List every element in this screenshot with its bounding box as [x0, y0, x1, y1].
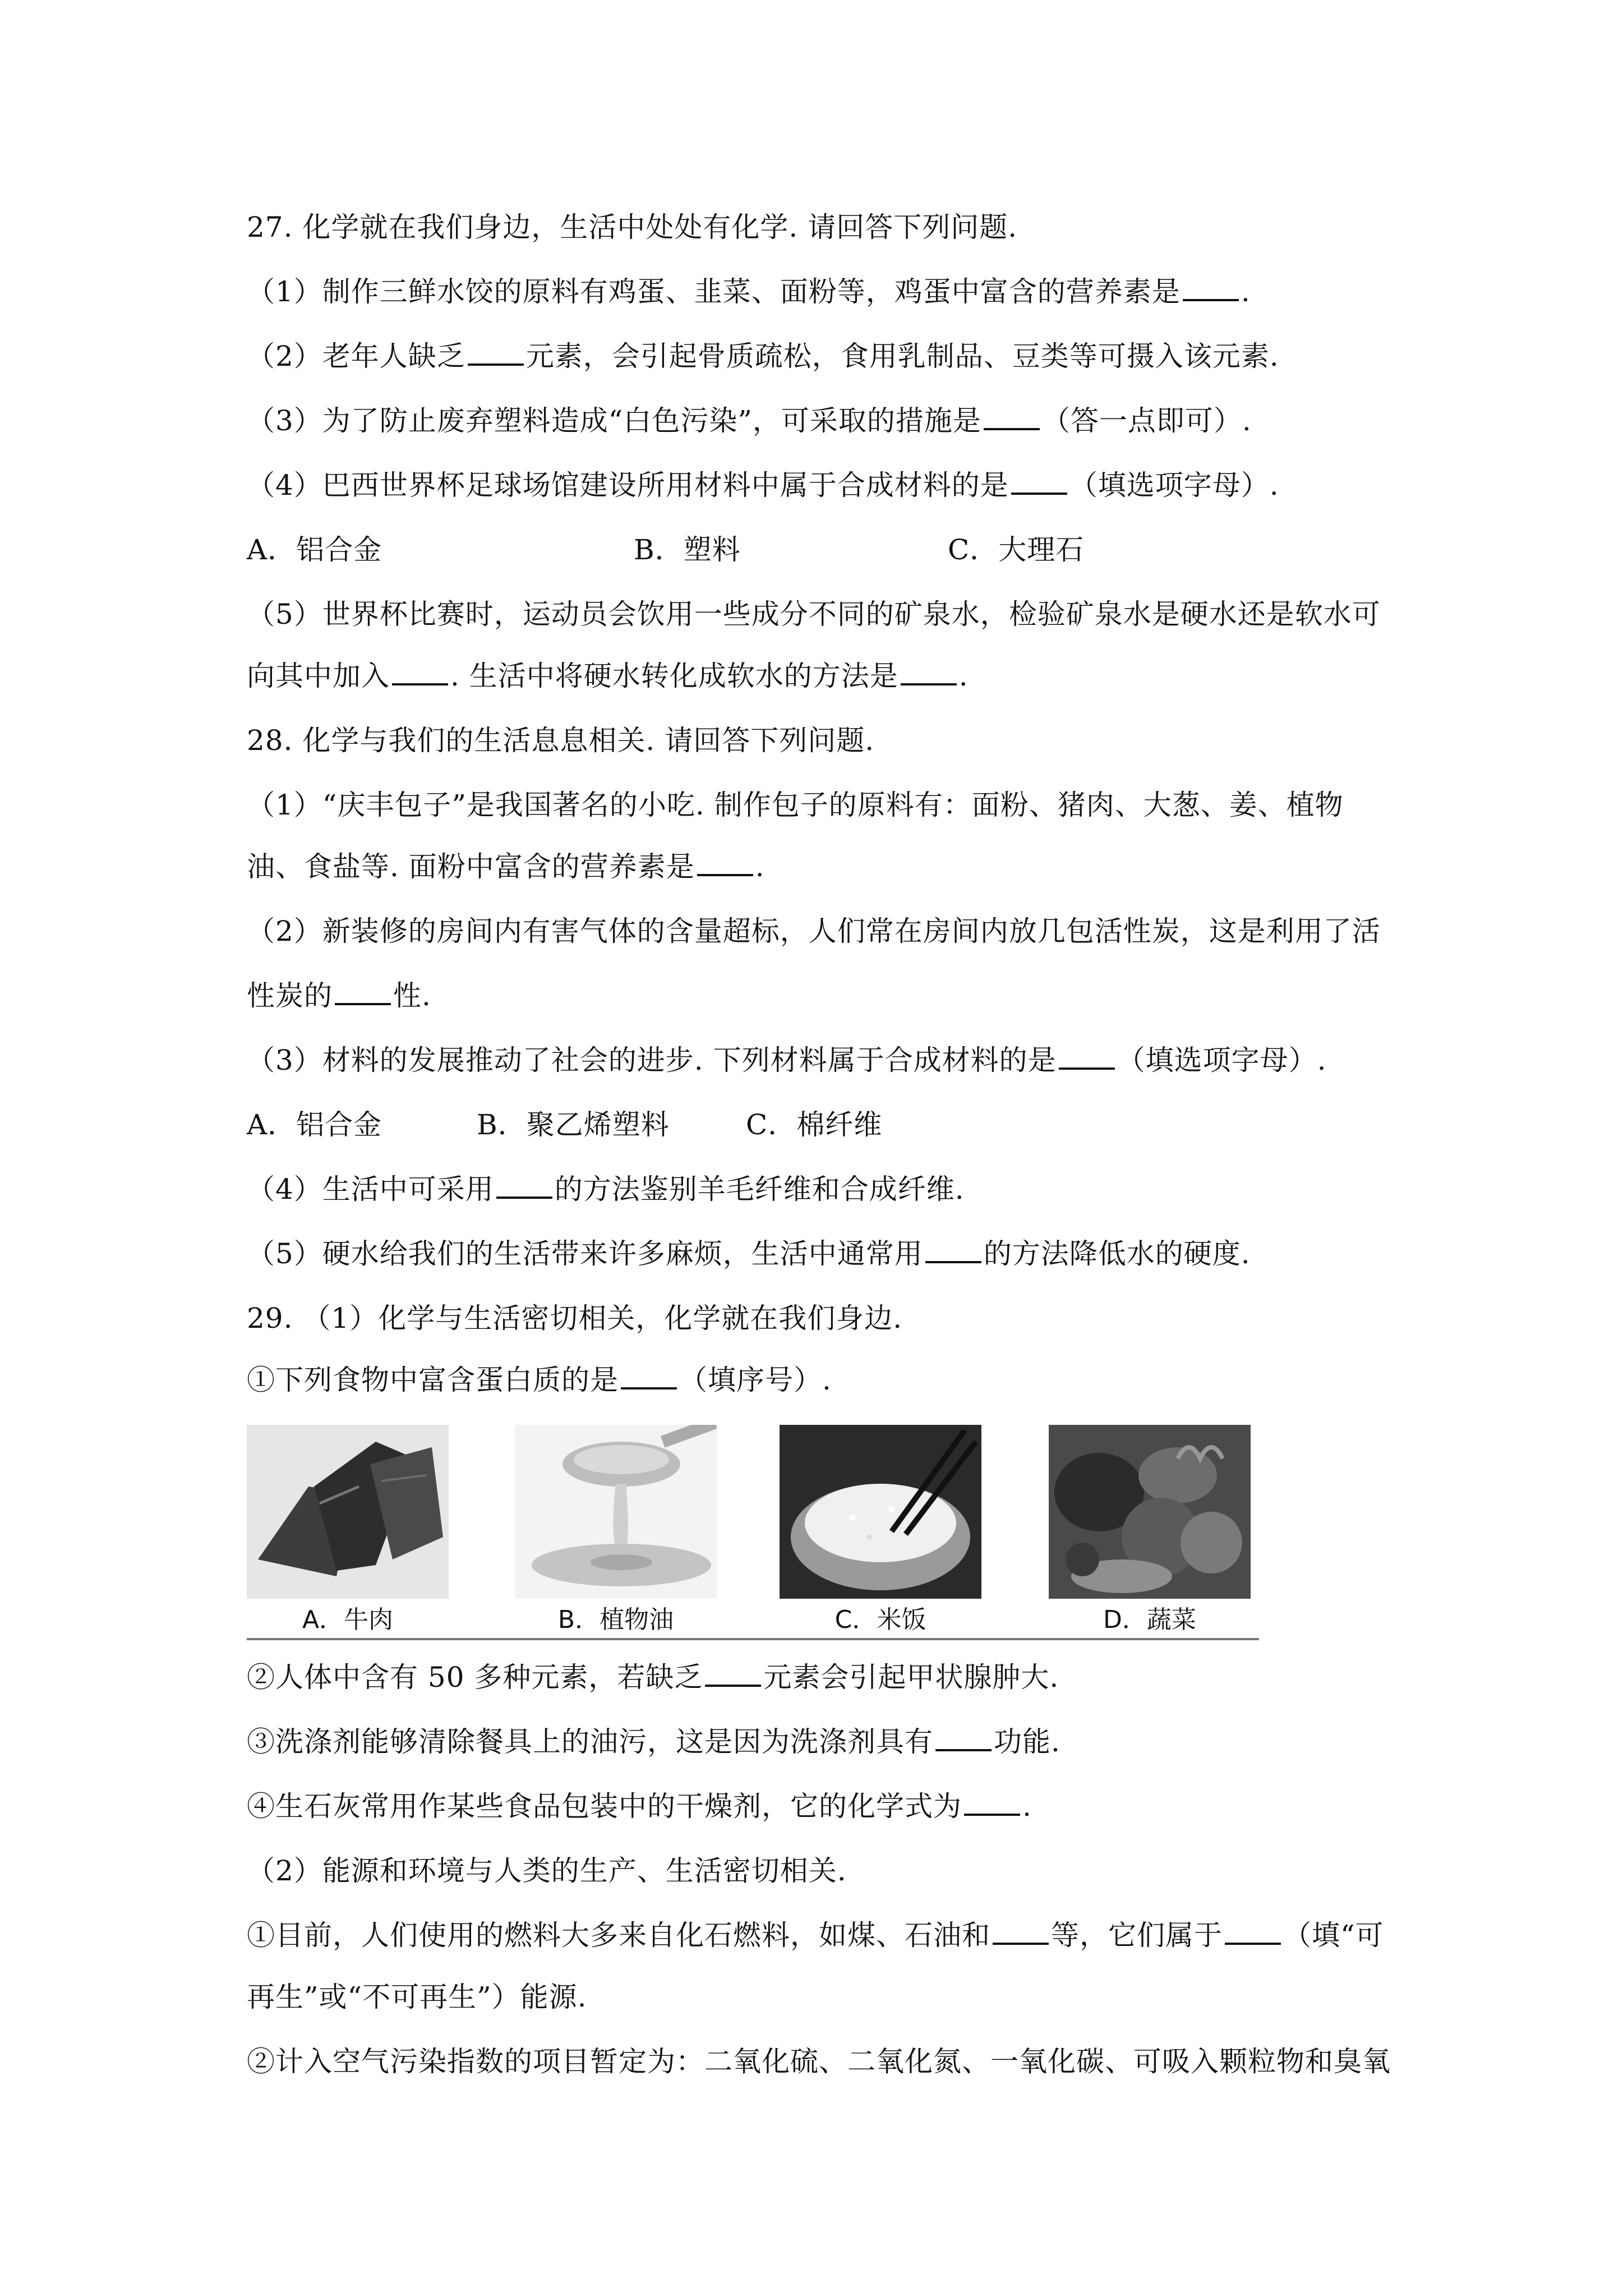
option-c[interactable]: C．大理石 [948, 533, 1085, 566]
q29-sub2-end: 元素会引起甲状腺肿大. [763, 1661, 1059, 1694]
answer-blank[interactable] [984, 403, 1040, 430]
food-caption: C．米饭 [834, 1605, 926, 1634]
food-image-strip [247, 1425, 1259, 1641]
q28-part1-line1: （1）“庆丰包子”是我国著名的小吃. 制作包子的原料有：面粉、猪肉、大葱、姜、植物 [247, 789, 1344, 821]
q27-part2-text: （2）老年人缺乏 [247, 340, 465, 372]
answer-blank[interactable] [496, 1172, 552, 1199]
q29-sub4-text: ④生石灰常用作某些食品包装中的干燥剂，它的化学式为 [247, 1790, 962, 1823]
q28-part4 [247, 1170, 965, 1209]
q28-part2-text: 性炭的 [247, 979, 333, 1012]
q29-part2-sub1 [247, 1916, 1384, 1955]
q27-part5-mid: . 生活中将硬水转化成软水的方法是 [450, 660, 898, 692]
q28-part5-text: （5）硬水给我们的生活带来许多麻烦，生活中通常用 [247, 1237, 923, 1270]
food-vegetables[interactable] [1049, 1425, 1251, 1641]
q27-part5-end: . [958, 660, 969, 692]
option-a[interactable]: A．铝合金 [247, 1108, 382, 1141]
q28-part2-line1: （2）新装修的房间内有害气体的含量超标，人们常在房间内放几包活性炭，这是利用了活 [247, 915, 1381, 947]
answer-blank[interactable] [964, 1789, 1020, 1816]
q29-part2: （2）能源和环境与人类的生产、生活密切相关. [247, 1855, 847, 1887]
q29-sub2-text: ②人体中含有 50 多种元素，若缺乏 [247, 1661, 703, 1694]
q28-part1-text: 油、食盐等. 面粉中富含的营养素是 [247, 850, 695, 883]
q27-part1-end: . [1241, 275, 1251, 308]
q28-part3 [247, 1041, 1327, 1080]
answer-blank[interactable] [1011, 468, 1067, 495]
answer-blank[interactable] [993, 1918, 1049, 1945]
q29-part2-sub1-mid: 等，它们属于 [1051, 1919, 1223, 1952]
beef-image [247, 1425, 449, 1599]
q28-part1-line2 [247, 847, 765, 886]
q28-part3-end: （填选项字母）. [1117, 1044, 1327, 1076]
q27-part1 [247, 272, 1251, 311]
q29-part2-sub1-line2: 再生”或“不可再生”）能源. [247, 1981, 587, 2013]
q29-sub1-end: （填序号）. [679, 1364, 832, 1396]
option-a[interactable]: A．铝合金 [247, 533, 382, 566]
q27-part2 [247, 337, 1279, 376]
q28-part2-line2 [247, 976, 431, 1015]
q29-sub3 [247, 1722, 1061, 1761]
q28-part5-end: 的方法降低水的硬度. [983, 1237, 1251, 1270]
food-beef[interactable] [247, 1425, 449, 1641]
answer-blank[interactable] [621, 1363, 677, 1389]
answer-blank[interactable] [1225, 1918, 1281, 1945]
q29-sub4-end: . [1022, 1790, 1032, 1823]
q29-sub4 [247, 1787, 1032, 1826]
q27-part3 [247, 401, 1252, 440]
rice-image [780, 1425, 981, 1599]
answer-blank[interactable] [901, 659, 957, 685]
q29-sub1 [247, 1360, 832, 1400]
q27-options [247, 530, 1084, 569]
q29-sub2 [247, 1658, 1059, 1697]
q27-part3-text: （3）为了防止废弃塑料造成“白色污染”，可采取的措施是 [247, 404, 981, 437]
q28-part5 [247, 1234, 1251, 1273]
q29-sub3-text: ③洗涤剂能够清除餐具上的油污，这是因为洗涤剂具有 [247, 1726, 933, 1758]
option-b[interactable]: B．聚乙烯塑料 [477, 1108, 670, 1141]
q29-stem: 29. （1）化学与生活密切相关，化学就在我们身边. [247, 1302, 903, 1335]
q28-stem: 28. 化学与我们的生活息息相关. 请回答下列问题. [247, 724, 875, 757]
q28-part3-text: （3）材料的发展推动了社会的进步. 下列材料属于合成材料的是 [247, 1044, 1057, 1076]
q27-part3-end: （答一点即可）. [1041, 404, 1252, 437]
q28-options [247, 1105, 882, 1144]
q29-sub3-end: 功能. [994, 1726, 1061, 1758]
answer-blank[interactable] [935, 1724, 992, 1751]
food-caption: A．牛肉 [302, 1605, 394, 1634]
q27-stem: 27. 化学就在我们身边，生活中处处有化学. 请回答下列问题. [247, 211, 1018, 243]
vegetables-image [1049, 1425, 1251, 1599]
food-caption: D．蔬菜 [1103, 1605, 1196, 1634]
q27-part5-text: 向其中加入 [247, 660, 390, 692]
q27-part4-text: （4）巴西世界杯足球场馆建设所用材料中属于合成材料的是 [247, 469, 1009, 501]
answer-blank[interactable] [925, 1236, 981, 1263]
answer-blank[interactable] [705, 1660, 761, 1687]
food-rice[interactable] [780, 1425, 981, 1641]
food-caption: B．植物油 [557, 1605, 674, 1634]
q27-part2-end: 元素，会引起骨质疏松，食用乳制品、豆类等可摄入该元素. [525, 340, 1279, 372]
q29-part2-sub2: ②计入空气污染指数的项目暂定为：二氧化硫、二氧化氮、一氧化碳、可吸入颗粒物和臭氧 [247, 2045, 1391, 2078]
answer-blank[interactable] [1183, 274, 1239, 301]
q27-part4-end: （填选项字母）. [1069, 469, 1279, 501]
answer-blank[interactable] [1059, 1043, 1115, 1070]
answer-blank[interactable] [335, 978, 391, 1005]
q28-part4-text: （4）生活中可采用 [247, 1173, 494, 1205]
oil-image [515, 1425, 717, 1599]
q27-part5-line1: （5）世界杯比赛时，运动员会饮用一些成分不同的矿泉水，检验矿泉水是硬水还是软水可 [247, 598, 1381, 631]
q27-part5-line2 [247, 656, 969, 696]
option-c[interactable]: C．棉纤维 [746, 1108, 883, 1141]
answer-blank[interactable] [392, 659, 448, 685]
image-strip-divider [247, 1638, 1259, 1640]
food-vegetable-oil[interactable] [515, 1425, 717, 1641]
q28-part2-end: 性. [393, 979, 431, 1012]
q29-sub1-text: ①下列食物中富含蛋白质的是 [247, 1364, 619, 1396]
answer-blank[interactable] [468, 339, 524, 366]
q29-part2-sub1-text: ①目前，人们使用的燃料大多来自化石燃料，如煤、石油和 [247, 1919, 990, 1952]
q28-part1-end: . [755, 850, 765, 883]
q27-part4 [247, 466, 1279, 505]
answer-blank[interactable] [697, 849, 753, 876]
q29-part2-sub1-end: （填“可 [1283, 1919, 1384, 1952]
option-b[interactable]: B．塑料 [634, 533, 741, 566]
q27-part1-text: （1）制作三鲜水饺的原料有鸡蛋、韭菜、面粉等，鸡蛋中富含的营养素是 [247, 275, 1181, 308]
q28-part4-end: 的方法鉴别羊毛纤维和合成纤维. [554, 1173, 965, 1205]
